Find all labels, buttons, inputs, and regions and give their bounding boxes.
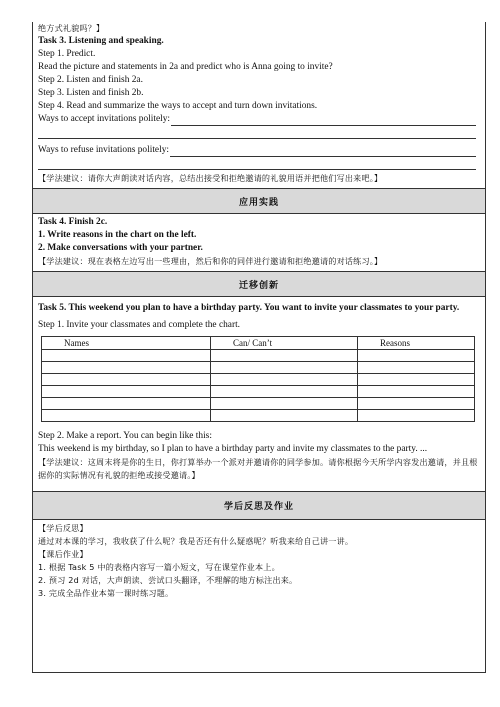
- task4-item2: 2. Make conversations with your partner.: [38, 243, 203, 253]
- table-cell[interactable]: [358, 374, 475, 386]
- refuse-ways-label: Ways to refuse invitations politely:: [38, 145, 169, 155]
- chart-header-row: [42, 337, 475, 350]
- chart-col-names: Names: [42, 337, 211, 350]
- task3-section: [33, 22, 485, 188]
- task3-tip: 【学法建议：请你大声朗读对话内容，总结出接受和拒绝邀请的礼貌用语并把他们写出来吧。】: [38, 173, 383, 183]
- task3-step1: Step 1. Predict.: [38, 49, 96, 59]
- task4-item1: 1. Write reasons in the chart on the left.: [38, 230, 197, 240]
- table-cell[interactable]: [42, 410, 211, 422]
- homework-item-2: 2. 预习 2d 对话，大声朗读、尝试口头翻译，不理解的地方标注出来。: [38, 575, 298, 585]
- task5-step2: Step 2. Make a report. You can begin like this:: [38, 431, 212, 441]
- table-cell[interactable]: [358, 350, 475, 362]
- table-cell[interactable]: [211, 374, 358, 386]
- task5-title: Task 5. This weekend you plan to have a birthday party. You want to invite your classmates to your party.: [38, 303, 460, 313]
- worksheet-table: [32, 22, 486, 673]
- table-cell[interactable]: [42, 398, 211, 410]
- task3-title: Task 3. Listening and speaking.: [38, 36, 164, 46]
- task3-step1-text: Read the picture and statements in 2a and predict who is Anna going to invite?: [38, 62, 333, 72]
- table-row: [42, 362, 475, 374]
- carry-over-line: 绝方式礼貌吗？】: [38, 23, 105, 33]
- task5-tip: 【学法建议：这周末将是你的生日，你打算举办一个派对并邀请你的同学参加。请你根据今天所学内容发出邀请，并且根据你的实际情况有礼貌的拒绝或接受邀请。】: [38, 457, 478, 480]
- task3-step4: Step 4. Read and summarize the ways to accept and turn down invitations.: [38, 101, 318, 111]
- table-cell[interactable]: [42, 350, 211, 362]
- table-cell[interactable]: [42, 374, 211, 386]
- refuse-ways-blank[interactable]: [170, 146, 476, 157]
- accept-ways-blank[interactable]: [171, 115, 476, 126]
- task5-section: [33, 296, 485, 491]
- reflection-label: 【学后反思】: [38, 523, 88, 533]
- accept-ways-label: Ways to accept invitations politely:: [38, 114, 171, 124]
- table-row: [42, 386, 475, 398]
- table-cell[interactable]: [42, 386, 211, 398]
- task4-section: [33, 213, 485, 271]
- homework-item-1: 1. 根据 Task 5 中的表格内容写一篇小短文，写在课堂作业本上。: [38, 562, 280, 572]
- table-cell[interactable]: [211, 386, 358, 398]
- refuse-ways-row: [38, 144, 480, 157]
- table-cell[interactable]: [211, 398, 358, 410]
- homework-item-3: 3. 完成全品作业本第一课时练习题。: [38, 588, 174, 598]
- table-cell[interactable]: [211, 362, 358, 374]
- chart-col-reasons: Reasons: [358, 337, 475, 350]
- table-row: [42, 350, 475, 362]
- task3-step3: Step 3. Listen and finish 2b.: [38, 88, 144, 98]
- reflection-section: [33, 519, 485, 672]
- table-cell[interactable]: [358, 398, 475, 410]
- accept-ways-row: [38, 113, 480, 126]
- homework-label: 【课后作业】: [38, 549, 88, 559]
- table-cell[interactable]: [42, 362, 211, 374]
- apply-practice-header: 应用实践: [33, 188, 485, 213]
- task3-step2: Step 2. Listen and finish 2a.: [38, 75, 143, 85]
- task4-title: Task 4. Finish 2c.: [38, 217, 108, 227]
- task4-tip: 【学法建议：现在表格左边写出一些理由，然后和你的同伴进行邀请和拒绝邀请的对话练习。】: [38, 256, 383, 266]
- task5-step1: Step 1. Invite your classmates and complete the chart.: [38, 320, 241, 330]
- table-row: [42, 410, 475, 422]
- transfer-innovation-header: 迁移创新: [33, 271, 485, 296]
- table-cell[interactable]: [358, 386, 475, 398]
- table-cell[interactable]: [358, 362, 475, 374]
- task5-report-starter: This weekend is my birthday, so I plan to have a birthday party and invite my classmates to the party. ...: [38, 444, 428, 454]
- reflection-homework-header: 学后反思及作业: [33, 491, 485, 519]
- chart-col-can: Can/ Can’t: [211, 337, 358, 350]
- table-row: [42, 398, 475, 410]
- table-cell[interactable]: [358, 410, 475, 422]
- table-cell[interactable]: [211, 410, 358, 422]
- reflection-text: 通过对本课的学习，我收获了什么呢？我是否还有什么疑惑呢？听我来给自己讲一讲。: [38, 536, 354, 546]
- invitation-chart: [41, 336, 475, 422]
- refuse-ways-blank-2[interactable]: [38, 159, 476, 170]
- table-row: [42, 374, 475, 386]
- table-cell[interactable]: [211, 350, 358, 362]
- accept-ways-blank-2[interactable]: [38, 128, 476, 139]
